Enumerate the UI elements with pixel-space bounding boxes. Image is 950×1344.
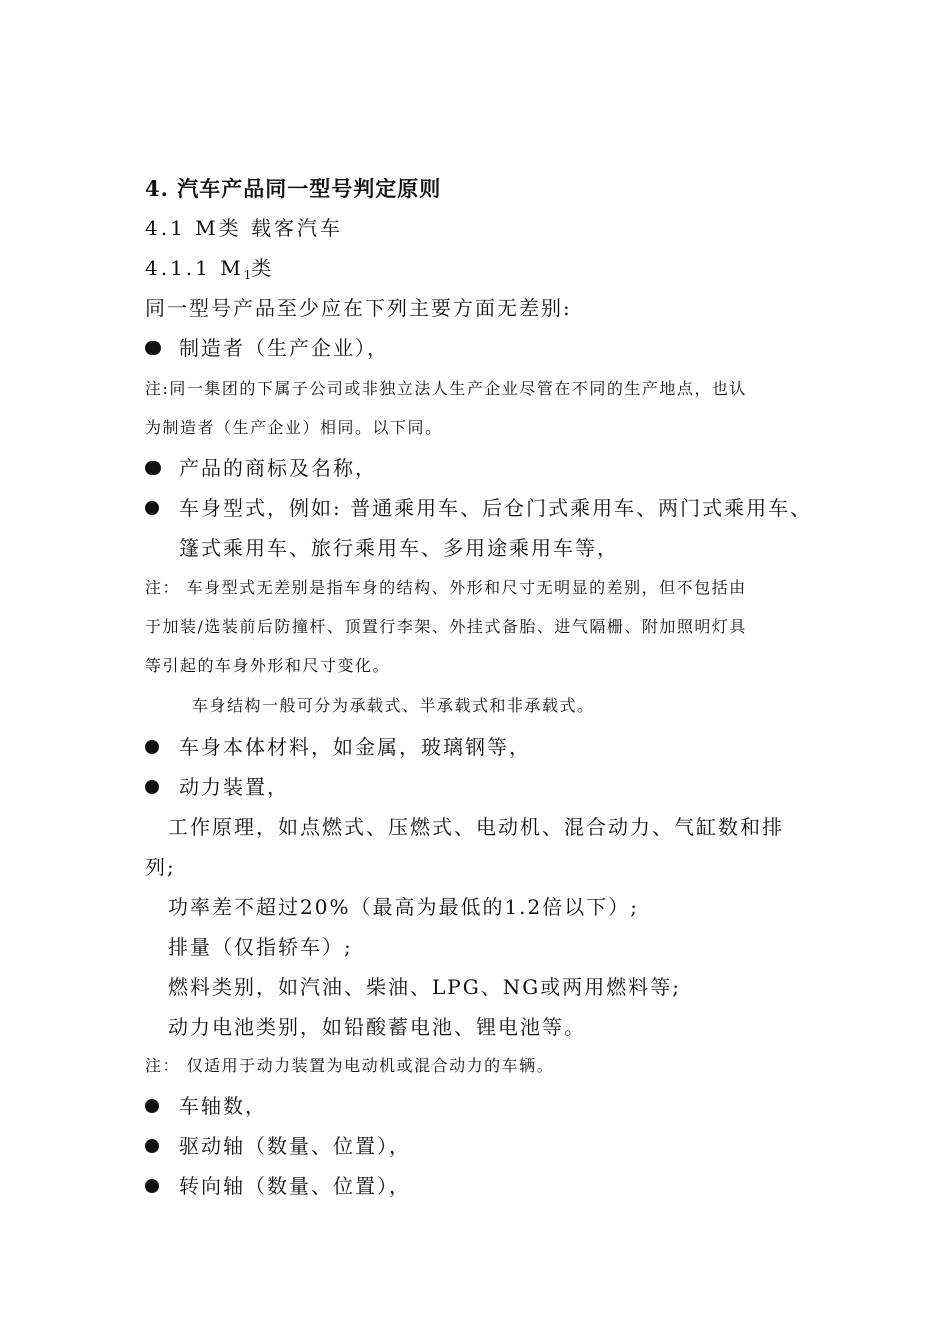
power-detail: 动力电池类别，如铅酸蓄电池、锂电池等。 xyxy=(168,1015,586,1039)
list-item-continuation: 篷式乘用车、旅行乘用车、多用途乘用车等， xyxy=(179,536,619,560)
subsection-heading-4-1: 4.1 M类 载客汽车 xyxy=(145,216,343,240)
list-item-text: 转向轴（数量、位置）， xyxy=(179,1174,411,1198)
bullet-icon xyxy=(145,1139,159,1153)
bullet-icon xyxy=(145,341,159,355)
list-item xyxy=(145,1136,411,1156)
subscript-one: 1 xyxy=(243,268,252,282)
note-text: 注： 仅适用于动力装置为电动机或混合动力的车辆。 xyxy=(145,1056,555,1075)
note-text: 注:同一集团的下属子公司或非独立法人生产企业尽管在不同的生产地点，也认 xyxy=(145,379,747,398)
note-text: 为制造者（生产企业）相同。以下同。 xyxy=(145,418,443,437)
list-item-text: 车身本体材料，如金属，玻璃钢等， xyxy=(179,735,531,759)
list-item xyxy=(145,458,377,478)
subsection-prefix: 4.1.1 M xyxy=(145,256,244,280)
list-item xyxy=(145,1176,411,1196)
bullet-icon xyxy=(145,1179,159,1193)
note-text: 车身结构一般可分为承载式、半承载式和非承载式。 xyxy=(192,696,595,715)
list-item xyxy=(145,777,289,797)
bullet-icon xyxy=(145,780,159,794)
power-detail: 燃料类别，如汽油、柴油、LPG、NG或两用燃料等; xyxy=(168,975,681,999)
note-text: 等引起的车身外形和尺寸变化。 xyxy=(145,656,391,675)
intro-paragraph: 同一型号产品至少应在下列主要方面无差别: xyxy=(145,296,572,320)
bullet-icon xyxy=(145,740,159,754)
power-detail: 工作原理，如点燃式、压燃式、电动机、混合动力、气缸数和排 xyxy=(168,815,784,839)
list-item-text: 动力装置， xyxy=(179,775,289,799)
list-item-text: 车轴数， xyxy=(179,1094,267,1118)
power-detail: 排量（仅指轿车）; xyxy=(168,935,353,959)
list-item xyxy=(145,498,812,518)
note-text: 注： 车身型式无差别是指车身的结构、外形和尺寸无明显的差别，但不包括由 xyxy=(145,578,747,597)
section-heading: 4. 汽车产品同一型号判定原则 xyxy=(145,176,442,201)
list-item xyxy=(145,1096,267,1116)
power-detail: 列; xyxy=(145,855,176,879)
list-item-text: 车身型式，例如: 普通乘用车、后仓门式乘用车、两门式乘用车、 xyxy=(179,496,813,520)
list-item-text: 产品的商标及名称， xyxy=(179,456,377,480)
note-text: 于加装/选装前后防撞杆、顶置行李架、外挂式备胎、进气隔栅、附加照明灯具 xyxy=(145,617,747,636)
subsection-suffix: 类 xyxy=(251,256,275,280)
bullet-icon xyxy=(145,461,159,475)
bullet-icon xyxy=(145,501,159,515)
power-detail: 功率差不超过20%（最高为最低的1.2倍以下）; xyxy=(168,895,639,919)
list-item-text: 驱动轴（数量、位置）， xyxy=(179,1134,411,1158)
list-item xyxy=(145,338,389,358)
subsection-heading-4-1-1 xyxy=(145,256,275,282)
list-item xyxy=(145,737,531,757)
list-item-text: 制造者（生产企业）， xyxy=(179,336,389,360)
bullet-icon xyxy=(145,1099,159,1113)
